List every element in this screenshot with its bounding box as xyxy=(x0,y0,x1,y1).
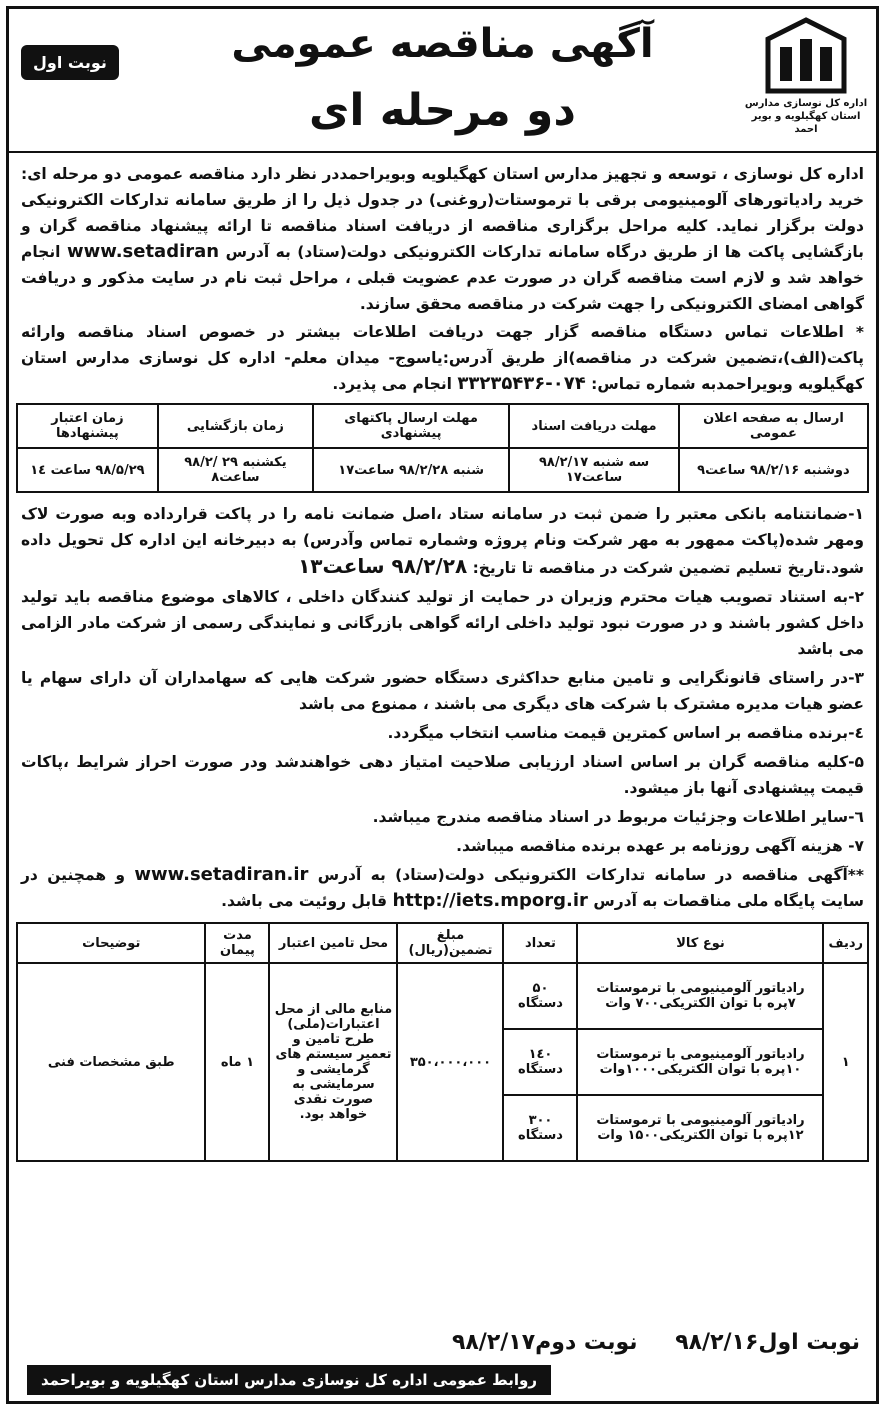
schedule-header: زمان اعتبار پیشنهادها xyxy=(17,404,158,448)
schedule-value: دوشنبه ۹۸/۲/۱۶ ساعت۹ xyxy=(679,448,868,492)
schedule-value: ۹۸/۵/۲۹ ساعت ۱٤ xyxy=(17,448,158,492)
condition-2: ۲-به استناد تصویب هیات محترم وزیران در حمایت از تولید کنندگان داخلی ، کالاهای موضوع مناقصه باید تولید داخل کشور باشند و در صورت نبود تولید داخلی ارائه گواهی بازرگانی و نمایندگی رسمی از شرکت مادر الزامی می باشد xyxy=(21,588,864,658)
setad-link[interactable]: www.setadiran.ir xyxy=(134,864,309,885)
product-name: رادیاتور آلومینیومی با ترموستات ۱۲پره با توان الکتریکی۱۵۰۰ وات xyxy=(577,1095,823,1161)
condition-4: ٤-برنده مناقصه بر اساس کمترین قیمت مناسب انتخاب میگردد. xyxy=(387,724,864,742)
turn-badge: نوبت اول xyxy=(21,45,119,80)
schedule-value: یکشنبه ۲۹ /۹۸/۲ ساعت۸ xyxy=(158,448,313,492)
intro-text: اداره کل نوسازی ، توسعه و تجهیز مدارس استان کهگیلویه وبویراحمددر نظر دارد مناقصه عمومی دو مرحله ای: خرید رادیاتورهای آلومینیومی برقی با ترموستات(روغنی) در جدول ذیل را از طریق سامانه تدارکات الکترونیکی دولت برگزار نماید. کلیه مراحل برگزاری مناقصه از دریافت اسناد مناقصه تا ارائه پیشنهاد مناقصه گران و بازگشایی پاکت ها از طریق درگاه سامانه تدارکات الکترونیکی دولت(ستاد) به آدرس xyxy=(21,165,864,261)
schedule-table xyxy=(16,403,869,493)
condition-publication xyxy=(21,862,864,914)
conditions-section xyxy=(9,493,876,914)
schedule-value-row xyxy=(17,448,868,492)
schedule-value: سه شنبه ۹۸/۲/۱۷ ساعت۱۷ xyxy=(509,448,679,492)
items-header-row xyxy=(17,923,868,963)
row-number: ۱ xyxy=(823,963,868,1161)
schedule-header-row xyxy=(17,404,868,448)
contract-duration: ۱ ماه xyxy=(205,963,269,1161)
notice-title: آگهی مناقصه عمومی xyxy=(231,21,654,67)
intro-section xyxy=(9,153,876,397)
items-header: محل تامین اعتبار xyxy=(269,923,397,963)
publication-turns xyxy=(422,1330,860,1355)
condition-5: ۵-کلیه مناقصه گران بر اساس اسناد ارزیابی صلاحیت امتیاز دهی خواهندشد ودر صورت احراز شرایط ،پاکات قیمت پیشنهادی آنها باز میشود. xyxy=(21,753,864,797)
schedule-header: مهلت دریافت اسناد xyxy=(509,404,679,448)
notice-header xyxy=(9,9,876,153)
intro-paragraph xyxy=(21,161,864,317)
tender-notice xyxy=(6,6,879,1404)
condition-text: ۱-ضمانتنامه بانکی معتبر را ضمن ثبت در سامانه ستاد ،اصل ضمانت نامه را در پاکت قرارداده وبه صورت لاک ومهر شده(پاکت ممهور به مهر شرکت ونام پروژه وشماره تماس وآدرس) به دبیرخانه این اداره کل تحویل داده شود.تاریخ تسلیم تضمین شرکت در مناقصه تا تاریخ: xyxy=(21,505,864,577)
notice-subtitle: دو مرحله ای xyxy=(309,85,576,136)
items-header: نوع کالا xyxy=(577,923,823,963)
publication-text: **آگهی مناقصه در سامانه تدارکات الکترونیکی دولت(ستاد) به آدرس xyxy=(317,866,865,884)
intro-text-end: انجام خواهد شد و لازم است مناقصه گران در صورت عدم عضویت قبلی ، مراحل ثبت نام در سایت مذکور و دریافت گواهی امضای الکترونیکی را جهت شرکت در مناقصه محقق سازند. xyxy=(21,243,864,313)
contact-text-end: انجام می پذیرد. xyxy=(332,375,452,393)
organization-logo xyxy=(744,17,868,136)
funding-source: منابع مالی از محل اعتبارات(ملی) طرح تامین و تعمیر سیستم های گرمایشی و سرمایشی به صورت نقدی خواهد بود. xyxy=(269,963,397,1161)
condition-1 xyxy=(21,501,864,581)
contact-text: * اطلاعات تماس دستگاه مناقصه گزار جهت دریافت اطلاعات بیشتر در خصوص اسناد مناقصه وارائه پاکت(الف)،تضمین شرکت در مناقصه)از طریق آدرس:یاسوج- میدان معلم- اداره کل نوسازی مدارس استان کهگیلویه وبویراحمدبه شماره تماس: xyxy=(21,323,864,393)
contact-phone: ۰۷۴-۳۳۲۳۵۴۳۶ xyxy=(457,373,586,394)
schedule-header: زمان بازگشایی xyxy=(158,404,313,448)
items-header: مبلغ تضمین(ریال) xyxy=(397,923,503,963)
setad-url: www.setadiran xyxy=(66,241,220,262)
product-qty: ۱٤۰ دستگاه xyxy=(503,1029,577,1095)
contact-paragraph xyxy=(21,319,864,397)
items-header: توضیحات xyxy=(17,923,205,963)
items-header: مدت پیمان xyxy=(205,923,269,963)
publication-text-mid: و همچنین در سایت پایگاه ملی مناقصات به آدرس xyxy=(21,866,864,910)
product-name: رادیاتور آلومینیومی با ترموستات ۷پره با توان الکتریکی۷۰۰ وات xyxy=(577,963,823,1029)
logo-text-line1: اداره کل نوسازی مدارس xyxy=(744,98,868,109)
condition-3: ۳-در راستای قانونگرایی و تامین منابع حداکثری دستگاه حضور شرکت هایی که سهامداران آن دارای سهام یا عضو هیات مدیره مشترک با شرکت های دیگری می باشند ، ممنوع می باشد xyxy=(21,669,864,713)
publication-text-end: قابل روئیت می باشد. xyxy=(221,892,388,910)
items-header: تعداد xyxy=(503,923,577,963)
condition-7: ۷- هزینه آگهی روزنامه بر عهده برنده مناقصه میباشد. xyxy=(456,837,864,855)
condition-6: ٦-سایر اطلاعات وجزئیات مربوط در اسناد مناقصه مندرج میباشد. xyxy=(372,808,864,826)
schedule-value: شنبه ۹۸/۲/۲۸ ساعت۱۷ xyxy=(313,448,509,492)
turn-2-date: نوبت دوم۹۸/۲/۱۷ xyxy=(451,1330,638,1355)
product-qty: ۵۰ دستگاه xyxy=(503,963,577,1029)
items-header: ردیف xyxy=(823,923,868,963)
public-relations-label: روابط عمومی اداره کل نوسازی مدارس استان کهگیلویه و بویراحمد xyxy=(27,1365,551,1395)
iets-link[interactable]: http://iets.mporg.ir xyxy=(392,890,588,911)
schedule-header: ارسال به صفحه اعلان عمومی xyxy=(679,404,868,448)
logo-text-line2: استان کهگیلویه و بویر احمد xyxy=(751,111,861,135)
notes: طبق مشخصات فنی xyxy=(17,963,205,1161)
product-name: رادیاتور آلومینیومی با ترموستات ۱۰پره با توان الکتریکی۱۰۰۰وات xyxy=(577,1029,823,1095)
table-row xyxy=(17,963,868,1029)
guarantee-deadline: ۹۸/۲/۲۸ ساعت۱۳ xyxy=(298,554,468,578)
turn-1-date: نوبت اول۹۸/۲/۱۶ xyxy=(675,1330,860,1355)
school-building-icon xyxy=(764,17,848,95)
guarantee-amount: ۳۵۰،۰۰۰،۰۰۰ xyxy=(397,963,503,1161)
items-table xyxy=(16,922,869,1162)
schedule-header: مهلت ارسال پاکتهای پیشنهادی xyxy=(313,404,509,448)
product-qty: ۳۰۰ دستگاه xyxy=(503,1095,577,1161)
